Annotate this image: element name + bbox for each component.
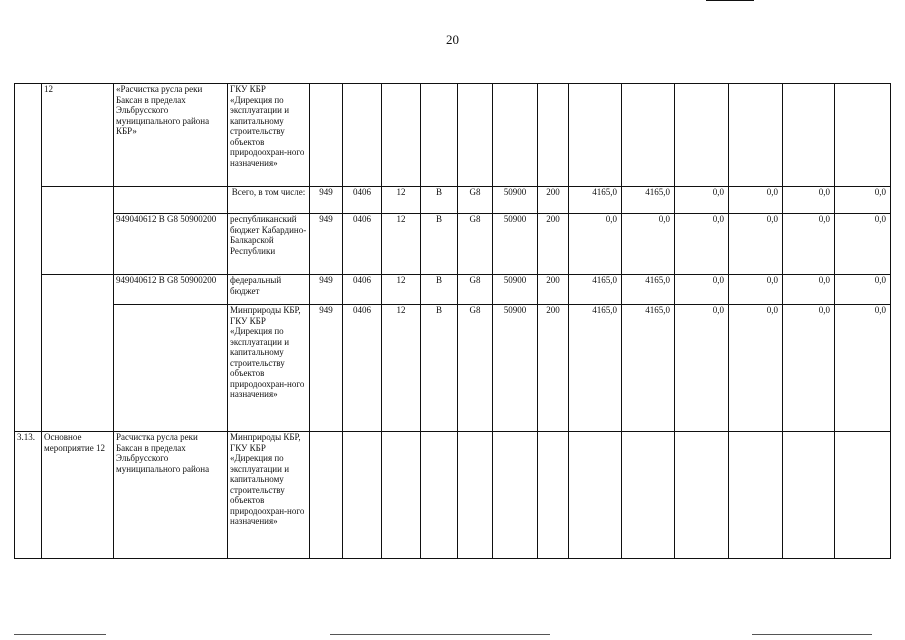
- cell-rzpr: 0406: [343, 275, 382, 305]
- row313-name: Расчистка русла реки Баксан в пределах Эльбрусского муниципального района: [114, 432, 228, 559]
- row12-name: «Расчистка русла реки Баксан в пределах Эльбрусского муниципального района КБР»: [114, 84, 228, 187]
- cell-a: 12: [382, 305, 421, 432]
- cell-v1: 4165,0: [569, 275, 622, 305]
- row313-num: 3.13.: [15, 432, 42, 559]
- row-code: [114, 305, 228, 432]
- cell-rzpr: 0406: [343, 187, 382, 214]
- row-code: 949040612 В G8 50900200: [114, 275, 228, 305]
- cell-v5: 0,0: [783, 275, 835, 305]
- table-row: [15, 84, 891, 187]
- header-rule: [706, 0, 754, 1]
- cell-v5: 0,0: [783, 187, 835, 214]
- cell-vr: 200: [538, 187, 569, 214]
- cell-v3: 0,0: [675, 187, 729, 214]
- cell-rzpr: 0406: [343, 305, 382, 432]
- row313-exec: Минприроды КБР, ГКУ КБР «Дирекция по эксплуатации и капитальному строительству объектов природоохран-ного назначения»: [228, 432, 310, 559]
- row12-num: 12: [42, 84, 114, 187]
- cell-v4: 0,0: [729, 187, 783, 214]
- cell-b: В: [421, 187, 458, 214]
- cell-v5: 0,0: [783, 305, 835, 432]
- row-label: Минприроды КБР, ГКУ КБР «Дирекция по эксплуатации и капитальному строительству объектов природоохран-ного назначения»: [228, 305, 310, 432]
- row-label: Всего, в том числе:: [228, 187, 310, 214]
- cell-grbs: 949: [310, 214, 343, 275]
- cell-d: 50900: [493, 275, 538, 305]
- row-label: федеральный бюджет: [228, 275, 310, 305]
- cell-vr: 200: [538, 305, 569, 432]
- cell-b: В: [421, 275, 458, 305]
- cell-b: В: [421, 214, 458, 275]
- cell-v2: 4165,0: [622, 305, 675, 432]
- row-code: [114, 187, 228, 214]
- program-table: [14, 83, 891, 559]
- cell-v2: 0,0: [622, 214, 675, 275]
- cell-v2: 4165,0: [622, 275, 675, 305]
- cell-vr: 200: [538, 214, 569, 275]
- cell-vr: 200: [538, 275, 569, 305]
- cell-v3: 0,0: [675, 275, 729, 305]
- table-row: [15, 432, 891, 559]
- cell-v1: 0,0: [569, 214, 622, 275]
- cell-a: 12: [382, 187, 421, 214]
- cell-v6: 0,0: [835, 214, 891, 275]
- footer-rule: [14, 634, 106, 635]
- cell-v5: 0,0: [783, 214, 835, 275]
- cell-b: В: [421, 305, 458, 432]
- table-row: [15, 305, 891, 432]
- cell-grbs: 949: [310, 275, 343, 305]
- cell-v4: 0,0: [729, 214, 783, 275]
- cell-c: G8: [458, 214, 493, 275]
- cell-v6: 0,0: [835, 305, 891, 432]
- cell-grbs: 949: [310, 187, 343, 214]
- cell-v4: 0,0: [729, 305, 783, 432]
- cell-rzpr: 0406: [343, 214, 382, 275]
- cell-v3: 0,0: [675, 214, 729, 275]
- cell-v6: 0,0: [835, 187, 891, 214]
- row12-exec: ГКУ КБР «Дирекция по эксплуатации и капитальному строительству объектов природоохран-ного назначения»: [228, 84, 310, 187]
- table-row: [15, 214, 891, 275]
- cell-v4: 0,0: [729, 275, 783, 305]
- cell-d: 50900: [493, 214, 538, 275]
- cell-v1: 4165,0: [569, 187, 622, 214]
- cell-d: 50900: [493, 305, 538, 432]
- cell-c: G8: [458, 275, 493, 305]
- table-row: [15, 275, 891, 305]
- page-number: 20: [446, 32, 459, 47]
- cell-grbs: 949: [310, 305, 343, 432]
- cell-c: G8: [458, 187, 493, 214]
- cell-v2: 4165,0: [622, 187, 675, 214]
- cell-a: 12: [382, 275, 421, 305]
- cell-c: G8: [458, 305, 493, 432]
- row-code: 949040612 В G8 50900200: [114, 214, 228, 275]
- cell-v1: 4165,0: [569, 305, 622, 432]
- cell-a: 12: [382, 214, 421, 275]
- cell-v6: 0,0: [835, 275, 891, 305]
- table-row: [15, 187, 891, 214]
- footer-rule: [752, 634, 872, 635]
- footer-rule: [330, 634, 550, 635]
- row-label: республиканский бюджет Кабардино-Балкарской Республики: [228, 214, 310, 275]
- cell-v3: 0,0: [675, 305, 729, 432]
- row313-type: Основное мероприятие 12: [42, 432, 114, 559]
- cell-d: 50900: [493, 187, 538, 214]
